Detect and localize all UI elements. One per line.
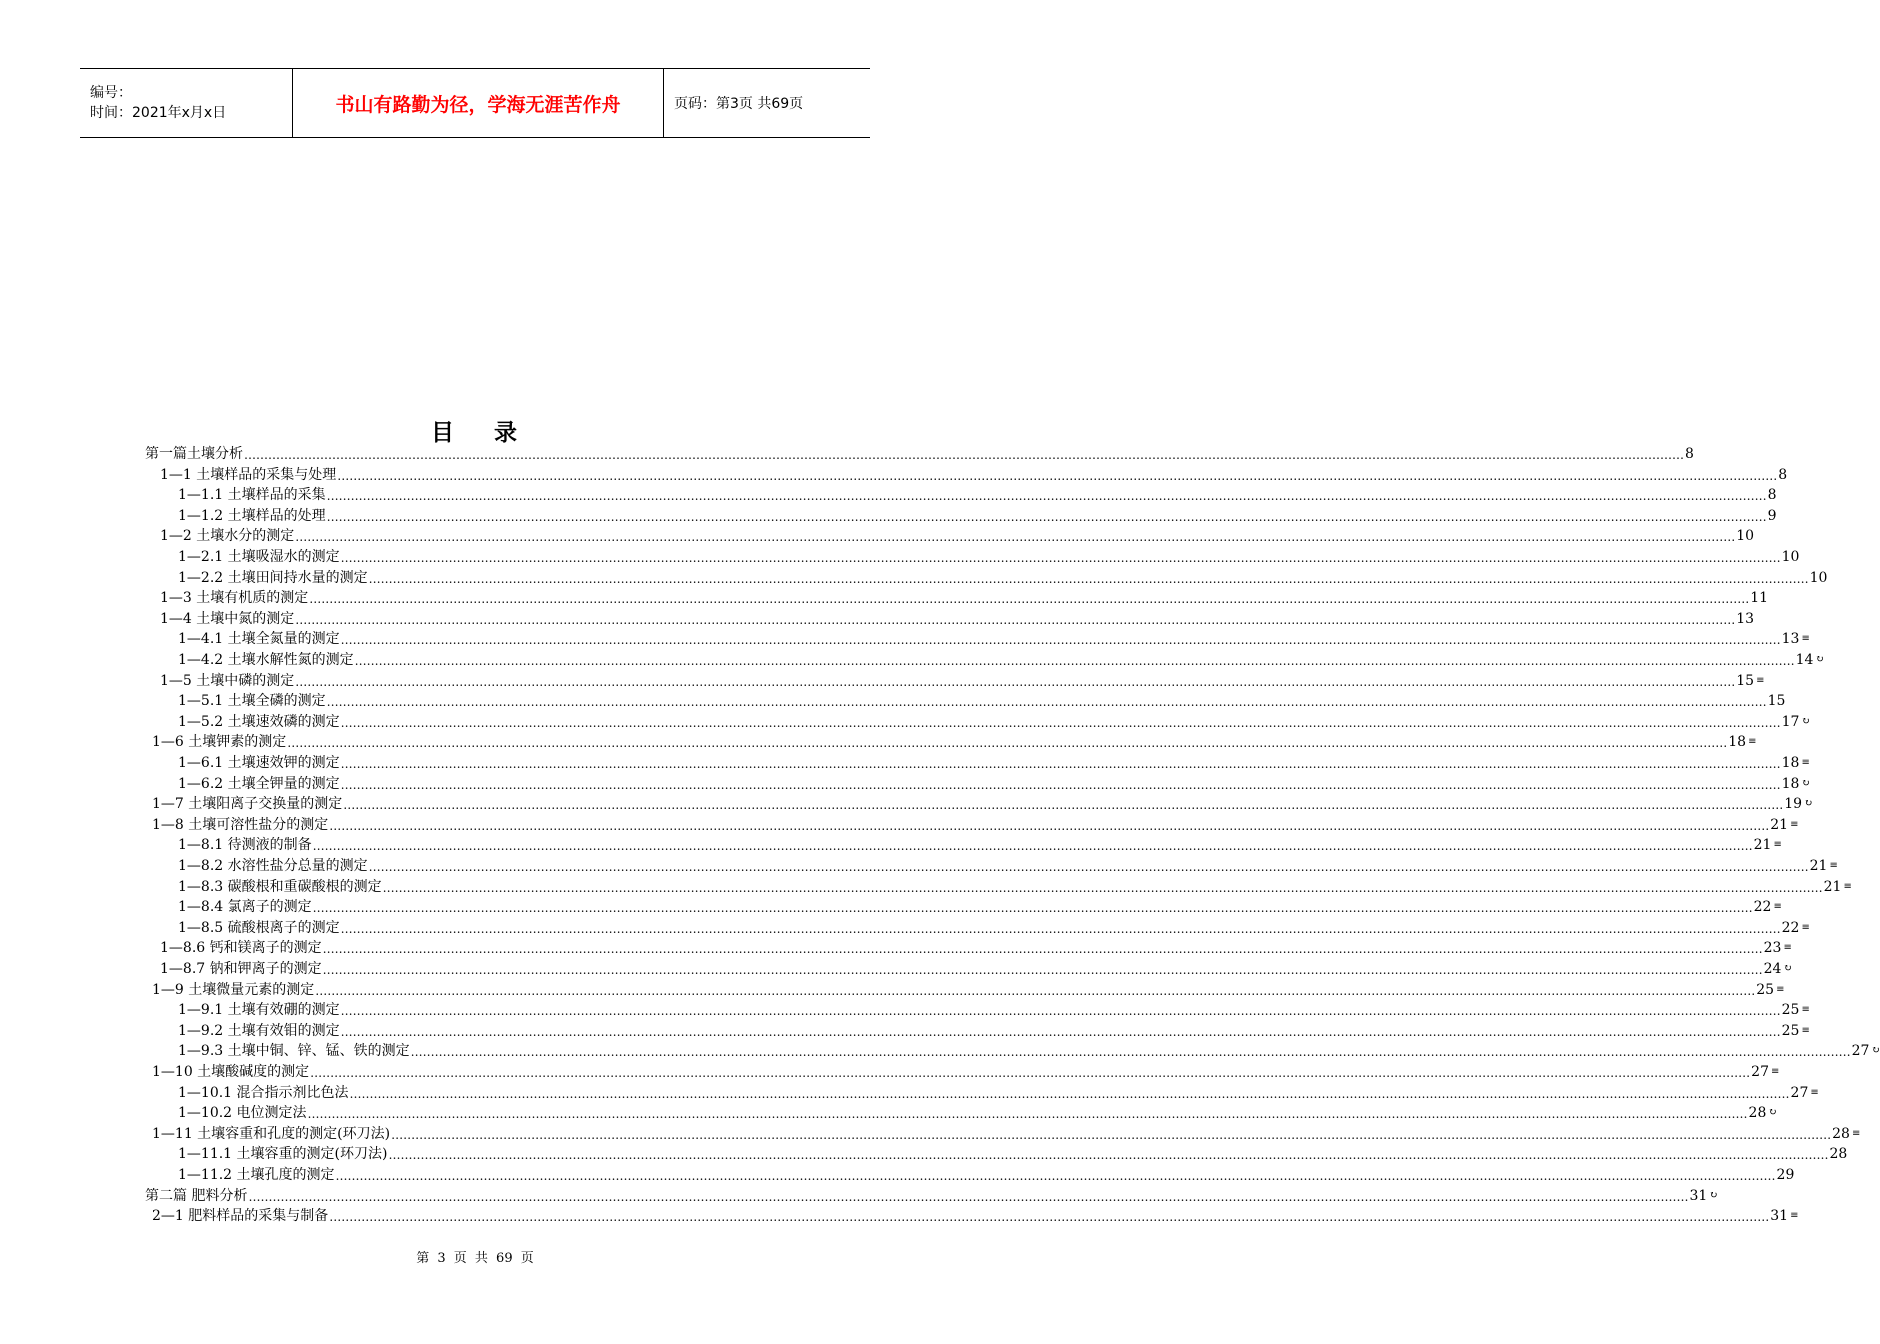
toc-entry-page: 17: [1781, 713, 1800, 730]
toc-entry[interactable]: [152, 815, 1799, 835]
toc-entry[interactable]: [178, 897, 1782, 917]
toc-leader-dots: ………………………………………………………………………………………………………………………………………………………………………………………………………………………………………………………………………………………………………………………………: [337, 468, 1778, 483]
toc-entry[interactable]: [152, 1062, 1780, 1082]
toc-entry-label: 1—8.3 碳酸根和重碳酸根的测定: [178, 878, 382, 895]
toc-title: [0, 414, 950, 447]
toc-entry-page: 25: [1756, 981, 1775, 998]
toc-entry-mark-icon: ≡: [1829, 860, 1838, 871]
toc-entry-label: 1—1.1 土壤样品的采集: [178, 487, 326, 504]
toc-entry-label: 1—2 土壤水分的测定: [160, 528, 295, 545]
toc-leader-dots: ………………………………………………………………………………………………………………………………………………………………………………………………………………………………………………………………………………………………………………………………: [312, 839, 1753, 854]
toc-entry[interactable]: [178, 650, 1824, 670]
toc-entry-page: 10: [1809, 569, 1828, 586]
toc-entry-label: 1—10.2 电位测定法: [178, 1105, 307, 1122]
toc-leader-dots: ………………………………………………………………………………………………………………………………………………………………………………………………………………………………………………………………………………………………………………………………: [287, 736, 1728, 751]
toc-entry-page: 18: [1781, 755, 1800, 771]
toc-entry-label: 1—11.2 土壤孔度的测定: [178, 1167, 335, 1183]
toc-entry-label: 1—10 土壤酸碱度的测定: [152, 1064, 310, 1080]
toc-entry[interactable]: [178, 835, 1782, 855]
toc-entry-mark-icon: ↻: [1871, 1045, 1880, 1057]
header-time-label: 时间：2021年x月x日: [90, 105, 227, 121]
toc-entry[interactable]: [178, 485, 1777, 505]
toc-leader-dots: ………………………………………………………………………………………………………………………………………………………………………………………………………………………………………………………………………………………………………………………………: [340, 1024, 1781, 1039]
toc-leader-dots: ………………………………………………………………………………………………………………………………………………………………………………………………………………………………………………………………………………………………………………………………: [335, 1169, 1776, 1183]
toc-entry[interactable]: [152, 732, 1757, 752]
toc-entry-page: 15: [1767, 693, 1786, 710]
toc-entry-label: 1—1.2 土壤样品的处理: [178, 507, 326, 524]
toc-entry-page: 22: [1781, 919, 1800, 936]
toc-entry-page: 28: [1748, 1105, 1767, 1122]
toc-leader-dots: ………………………………………………………………………………………………………………………………………………………………………………………………………………………………………………………………………………………………………………………………: [326, 489, 1767, 504]
toc-entry-page: 23: [1763, 940, 1782, 957]
toc-entry[interactable]: [145, 444, 1694, 464]
toc-entry-mark-icon: ≡: [1773, 839, 1782, 851]
toc-title-char-2: 录: [494, 419, 519, 446]
toc-entry-page: 14: [1795, 652, 1814, 668]
toc-entry-label: 第一篇土壤分析: [145, 446, 243, 462]
toc-leader-dots: ………………………………………………………………………………………………………………………………………………………………………………………………………………………………………………………………………………………………………………………………: [326, 509, 1767, 524]
toc-entry[interactable]: [178, 1000, 1810, 1020]
toc-entry-mark-icon: ≡: [1756, 674, 1765, 686]
toc-leader-dots: ………………………………………………………………………………………………………………………………………………………………………………………………………………………………………………………………………………………………………………………………: [391, 1127, 1832, 1142]
toc-entry-mark-icon: ≡: [1851, 1127, 1861, 1139]
toc-leader-dots: ………………………………………………………………………………………………………………………………………………………………………………………………………………………………………………………………………………………………………………………………: [340, 1004, 1781, 1019]
toc-entry[interactable]: [160, 671, 1765, 691]
toc-entry-page: 13: [1781, 631, 1800, 648]
toc-entry-page: 10: [1736, 528, 1755, 545]
toc-entry-label: 1—4 土壤中氮的测定: [160, 610, 295, 627]
toc-entry-page: 28: [1832, 1125, 1850, 1142]
toc-entry[interactable]: [178, 877, 1852, 897]
toc-entry-page: 28: [1829, 1146, 1848, 1163]
toc-entry-mark-icon: ≡: [1776, 983, 1785, 995]
toc-leader-dots: ………………………………………………………………………………………………………………………………………………………………………………………………………………………………………………………………………………………………………………………………: [340, 777, 1781, 792]
toc-entry-label: 1—6.2 土壤全钾量的测定: [178, 775, 340, 792]
toc-entry-label: 1—9.1 土壤有效硼的测定: [178, 1002, 340, 1019]
toc-leader-dots: ………………………………………………………………………………………………………………………………………………………………………………………………………………………………………………………………………………………………………………………………: [329, 818, 1770, 833]
toc-entry-label: 1—8.2 水溶性盐分总量的测定: [178, 858, 368, 874]
toc-entry[interactable]: [178, 712, 1810, 732]
toc-entry-label: 1—1 土壤样品的采集与处理: [160, 466, 337, 483]
toc-entry[interactable]: [178, 753, 1810, 773]
toc-entry-page: 19: [1784, 796, 1803, 813]
header-motto: 书山有路勤为径，学海无涯苦作舟: [293, 69, 664, 137]
toc-entry[interactable]: [152, 1124, 1861, 1144]
toc-leader-dots: ………………………………………………………………………………………………………………………………………………………………………………………………………………………………………………………………………………………………………………………………: [354, 654, 1795, 668]
toc-entry[interactable]: [160, 526, 1755, 546]
toc-leader-dots: ………………………………………………………………………………………………………………………………………………………………………………………………………………………………………………………………………………………………………………………………: [312, 901, 1753, 916]
toc-leader-dots: ………………………………………………………………………………………………………………………………………………………………………………………………………………………………………………………………………………………………………………………………: [368, 571, 1809, 586]
toc-leader-dots: ………………………………………………………………………………………………………………………………………………………………………………………………………………………………………………………………………………………………………………………………: [382, 880, 1823, 895]
toc-entry-label: 1—10.1 混合指示剂比色法: [178, 1084, 349, 1101]
toc-entry-label: 1—8.7 钠和钾离子的测定: [160, 961, 322, 977]
toc-entry-label: 1—9 土壤微量元素的测定: [152, 981, 315, 998]
toc-entry-mark-icon: ≡: [1790, 818, 1799, 830]
toc-entry-label: 1—4.1 土壤全氮量的测定: [178, 631, 340, 648]
toc-entry-page: 8: [1778, 466, 1788, 483]
toc-entry[interactable]: [178, 1021, 1810, 1041]
toc-entry-page: 11: [1750, 590, 1769, 607]
toc-entry[interactable]: [178, 918, 1810, 938]
page-footer: 第 3 页 共 69 页: [416, 1251, 534, 1266]
toc-title-char-1: 目: [431, 419, 456, 446]
toc-entry-label: 1—2.1 土壤吸湿水的测定: [178, 549, 340, 565]
toc-leader-dots: ………………………………………………………………………………………………………………………………………………………………………………………………………………………………………………………………………………………………………………………………: [310, 1066, 1751, 1080]
toc-entry-page: 18: [1781, 775, 1800, 792]
toc-entry-label: 1—6.1 土壤速效钾的测定: [178, 755, 340, 771]
toc-entry-mark-icon: ↻: [1801, 715, 1810, 727]
toc-leader-dots: ………………………………………………………………………………………………………………………………………………………………………………………………………………………………………………………………………………………………………………………………: [340, 921, 1781, 936]
toc-leader-dots: ………………………………………………………………………………………………………………………………………………………………………………………………………………………………………………………………………………………………………………………………: [340, 757, 1781, 771]
toc-entry-label: 1—11.1 土壤容重的测定(环刀法): [178, 1146, 388, 1163]
toc-leader-dots: ………………………………………………………………………………………………………………………………………………………………………………………………………………………………………………………………………………………………………………………………: [329, 1210, 1770, 1225]
toc-leader-dots: ………………………………………………………………………………………………………………………………………………………………………………………………………………………………………………………………………………………………………………………………: [410, 1045, 1851, 1060]
toc-entry[interactable]: [178, 506, 1777, 526]
toc-entry[interactable]: [178, 1041, 1880, 1061]
toc-entry-mark-icon: ↻: [1804, 798, 1813, 810]
toc-entry-mark-icon: ≡: [1843, 880, 1852, 892]
toc-entry-mark-icon: ≡: [1783, 942, 1792, 954]
toc-entry-label: 1—9.2 土壤有效钼的测定: [178, 1022, 340, 1039]
toc-entry-mark-icon: ≡: [1801, 633, 1810, 645]
toc-entry-mark-icon: ↻: [1815, 654, 1824, 665]
toc-entry[interactable]: [160, 959, 1792, 979]
toc-leader-dots: ………………………………………………………………………………………………………………………………………………………………………………………………………………………………………………………………………………………………………………………………: [368, 860, 1809, 874]
toc-entry[interactable]: [152, 1206, 1799, 1226]
header-number-label: 编号：: [90, 85, 132, 101]
toc-entry[interactable]: [178, 774, 1810, 794]
toc-entry[interactable]: [178, 1165, 1795, 1185]
toc-leader-dots: ………………………………………………………………………………………………………………………………………………………………………………………………………………………………………………………………………………………………………………………………: [295, 674, 1736, 689]
toc-entry-mark-icon: ≡: [1748, 736, 1757, 748]
toc-entry-page: 21: [1809, 858, 1828, 874]
toc-entry-page: 24: [1763, 961, 1782, 977]
toc-leader-dots: ………………………………………………………………………………………………………………………………………………………………………………………………………………………………………………………………………………………………………………………………: [340, 633, 1781, 648]
toc-leader-dots: ………………………………………………………………………………………………………………………………………………………………………………………………………………………………………………………………………………………………………………………………: [349, 1086, 1790, 1101]
toc-leader-dots: ………………………………………………………………………………………………………………………………………………………………………………………………………………………………………………………………………………………………………………………………: [248, 1189, 1689, 1204]
toc-entry-page: 27: [1790, 1084, 1809, 1101]
toc-entry-label: 1—5.1 土壤全磷的测定: [178, 693, 326, 710]
toc-entry-label: 1—8.1 待测液的制备: [178, 837, 312, 854]
toc-entry-label: 1—11 土壤容重和孔度的测定(环刀法): [152, 1125, 391, 1142]
toc-leader-dots: ………………………………………………………………………………………………………………………………………………………………………………………………………………………………………………………………………………………………………………………………: [343, 798, 1784, 813]
toc-entry[interactable]: [160, 588, 1769, 608]
toc-entry-page: 27: [1751, 1064, 1769, 1080]
toc-entry-page: 22: [1753, 899, 1772, 916]
toc-entry[interactable]: [178, 568, 1828, 588]
toc-leader-dots: ………………………………………………………………………………………………………………………………………………………………………………………………………………………………………………………………………………………………………………………………: [295, 530, 1736, 545]
toc-leader-dots: ………………………………………………………………………………………………………………………………………………………………………………………………………………………………………………………………………………………………………………………………: [322, 963, 1763, 977]
toc-entry-page: 25: [1781, 1002, 1800, 1019]
toc-entry-label: 1—6 土壤钾素的测定: [152, 734, 287, 751]
toc-entry-label: 1—4.2 土壤水解性氮的测定: [178, 652, 354, 668]
toc-entry-page: 15: [1736, 672, 1755, 689]
toc-entry-label: 第二篇 肥料分析: [145, 1187, 248, 1204]
toc-leader-dots: ………………………………………………………………………………………………………………………………………………………………………………………………………………………………………………………………………………………………………………………………: [315, 983, 1756, 998]
page-header: [80, 68, 870, 138]
toc-entry-mark-icon: ≡: [1801, 757, 1810, 768]
toc-entry-mark-icon: ≡: [1790, 1210, 1799, 1222]
toc-entry-page: 29: [1776, 1167, 1795, 1183]
toc-leader-dots: ………………………………………………………………………………………………………………………………………………………………………………………………………………………………………………………………………………………………………………………………: [340, 551, 1781, 565]
header-page-info: 页码：第3页 共69页: [674, 96, 804, 112]
toc-leader-dots: ………………………………………………………………………………………………………………………………………………………………………………………………………………………………………………………………………………………………………………………………: [322, 942, 1763, 957]
toc-entry-mark-icon: ≡: [1801, 1004, 1810, 1016]
toc-entry-mark-icon: ↻: [1768, 1107, 1777, 1119]
toc-leader-dots: ………………………………………………………………………………………………………………………………………………………………………………………………………………………………………………………………………………………………………………………………: [295, 612, 1736, 627]
toc-entry-label: 1—8.4 氯离子的测定: [178, 899, 312, 916]
toc-entry-page: 25: [1781, 1022, 1800, 1039]
toc-entry-page: 18: [1728, 734, 1747, 751]
toc-entry-label: 1—9.3 土壤中铜、锌、锰、铁的测定: [178, 1043, 410, 1060]
toc-entry-mark-icon: ≡: [1801, 1024, 1810, 1036]
toc-entry[interactable]: [178, 691, 1786, 711]
toc-entry-label: 1—3 土壤有机质的测定: [160, 590, 309, 607]
toc-leader-dots: ………………………………………………………………………………………………………………………………………………………………………………………………………………………………………………………………………………………………………………………………: [388, 1148, 1829, 1163]
toc-entry[interactable]: [178, 1083, 1819, 1103]
toc-entry-label: 1—8.6 钙和镁离子的测定: [160, 940, 322, 957]
toc-entry-page: 9: [1767, 507, 1777, 524]
toc-entry-label: 1—2.2 土壤田间持水量的测定: [178, 569, 368, 586]
toc-entry-mark-icon: ↻: [1801, 777, 1810, 789]
toc-entry-mark-icon: ↻: [1783, 963, 1792, 974]
toc-entry-label: 1—5 土壤中磷的测定: [160, 672, 295, 689]
toc-entry[interactable]: [178, 1144, 1848, 1164]
toc-leader-dots: ………………………………………………………………………………………………………………………………………………………………………………………………………………………………………………………………………………………………………………………………: [326, 695, 1767, 710]
header-meta: [80, 69, 293, 137]
toc-leader-dots: ………………………………………………………………………………………………………………………………………………………………………………………………………………………………………………………………………………………………………………………………: [244, 448, 1684, 462]
toc-entry-page: 31: [1689, 1187, 1708, 1204]
toc-entry-mark-icon: ↻: [1709, 1189, 1718, 1201]
toc-entry[interactable]: [178, 1103, 1777, 1123]
toc-entry[interactable]: [152, 794, 1813, 814]
toc-entry[interactable]: [160, 609, 1755, 629]
toc-entry-page: 21: [1770, 816, 1789, 833]
toc-entry[interactable]: [178, 547, 1800, 567]
toc-entry-page: 21: [1753, 837, 1772, 854]
toc-entry-page: 8: [1767, 487, 1777, 504]
toc-entry[interactable]: [178, 629, 1810, 649]
toc-leader-dots: ………………………………………………………………………………………………………………………………………………………………………………………………………………………………………………………………………………………………………………………………: [340, 715, 1781, 730]
toc-entry-mark-icon: ≡: [1771, 1066, 1780, 1077]
toc-entry-label: 1—8 土壤可溶性盐分的测定: [152, 816, 329, 833]
toc-entry[interactable]: [145, 1186, 1718, 1206]
toc-entry-page: 8: [1685, 446, 1694, 462]
toc-entry[interactable]: [160, 938, 1792, 958]
toc-entry-mark-icon: ≡: [1810, 1086, 1819, 1098]
toc-entry-page: 27: [1851, 1043, 1870, 1060]
toc-entry-label: 1—8.5 硫酸根离子的测定: [178, 919, 340, 936]
toc-entry[interactable]: [178, 856, 1838, 876]
toc-entry-mark-icon: ≡: [1773, 901, 1782, 913]
toc-entry-label: 2—1 肥料样品的采集与制备: [152, 1208, 329, 1225]
toc-leader-dots: ………………………………………………………………………………………………………………………………………………………………………………………………………………………………………………………………………………………………………………………………: [307, 1107, 1748, 1122]
toc-entry-label: 1—5.2 土壤速效磷的测定: [178, 713, 340, 730]
toc-entry-label: 1—7 土壤阳离子交换量的测定: [152, 796, 343, 813]
toc-entry[interactable]: [160, 465, 1788, 485]
toc-entry-page: 10: [1781, 549, 1800, 565]
toc-entry-page: 21: [1823, 878, 1842, 895]
toc-entry[interactable]: [152, 980, 1785, 1000]
toc-entry-page: 13: [1736, 610, 1755, 627]
toc-entry-page: 31: [1770, 1208, 1789, 1225]
toc-leader-dots: ………………………………………………………………………………………………………………………………………………………………………………………………………………………………………………………………………………………………………………………………: [309, 592, 1750, 607]
toc-entry-mark-icon: ≡: [1801, 921, 1810, 933]
